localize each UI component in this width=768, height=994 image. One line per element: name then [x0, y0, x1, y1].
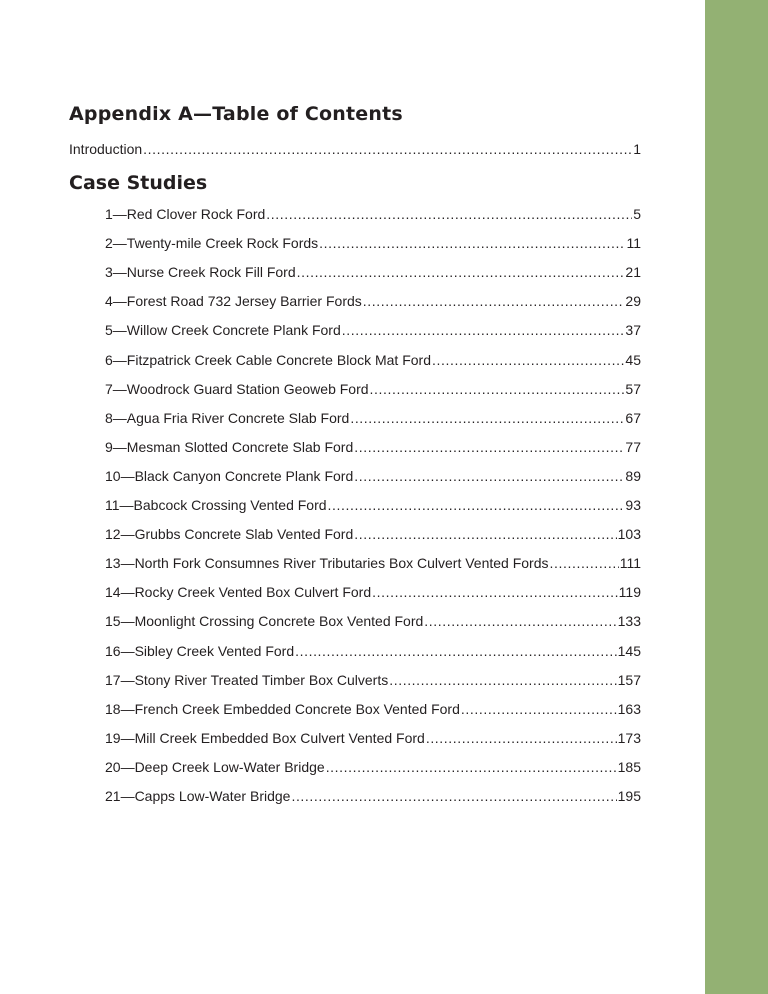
- toc-entry-label: 18—French Creek Embedded Concrete Box Vented Ford: [105, 700, 460, 717]
- toc-entry-label: 20—Deep Creek Low-Water Bridge: [105, 758, 325, 775]
- toc-entry-label: 1—Red Clover Rock Ford: [105, 206, 266, 222]
- toc-entry[interactable]: [105, 293, 641, 309]
- dot-leader: [266, 206, 632, 222]
- toc-entry-page: 45: [625, 351, 641, 368]
- toc-entry[interactable]: [105, 206, 641, 222]
- toc-entry-label: 14—Rocky Creek Vented Box Culvert Ford: [105, 584, 372, 601]
- toc-entry[interactable]: [105, 352, 641, 368]
- dot-leader: [354, 468, 624, 484]
- dot-leader: [550, 555, 619, 571]
- toc-entry[interactable]: [105, 730, 641, 746]
- toc-entry-page: 133: [617, 613, 641, 630]
- dot-leader: [363, 293, 625, 309]
- toc-entry-page: 93: [625, 497, 641, 513]
- toc-entry-page: 37: [625, 322, 641, 339]
- dot-leader: [342, 322, 625, 338]
- dot-leader: [319, 235, 625, 251]
- toc-entry-label: 21—Capps Low-Water Bridge: [105, 788, 291, 804]
- toc-entry-label: Introduction: [69, 141, 143, 157]
- toc-entry[interactable]: [105, 701, 641, 717]
- toc-entry-page: 163: [617, 700, 641, 717]
- section-heading: Case Studies: [69, 172, 208, 194]
- dot-leader: [143, 141, 632, 157]
- dot-leader: [372, 584, 618, 600]
- toc-entry[interactable]: [105, 410, 641, 426]
- toc-entry-introduction[interactable]: [69, 141, 641, 157]
- toc-entry[interactable]: [105, 643, 641, 659]
- dot-leader: [424, 613, 616, 629]
- toc-entry[interactable]: [105, 468, 641, 484]
- dot-leader: [328, 497, 625, 513]
- dot-leader: [389, 672, 616, 688]
- toc-entry[interactable]: [105, 439, 641, 455]
- toc-entry-label: 5—Willow Creek Concrete Plank Ford: [105, 322, 341, 339]
- toc-entry-label: 17—Stony River Treated Timber Box Culverts: [105, 671, 389, 688]
- toc-entry-label: 6—Fitzpatrick Creek Cable Concrete Block Mat Ford: [105, 351, 431, 368]
- toc-entry-label: 3—Nurse Creek Rock Fill Ford: [105, 264, 296, 281]
- dot-leader: [350, 410, 624, 426]
- toc-entry-page: 195: [617, 788, 641, 804]
- toc-entry-page: 111: [619, 555, 641, 572]
- toc-entry[interactable]: [105, 526, 641, 542]
- toc-entry-page: 185: [617, 758, 641, 775]
- toc-entry-label: 4—Forest Road 732 Jersey Barrier Fords: [105, 293, 362, 310]
- toc-entry-page: 29: [625, 293, 641, 310]
- dot-leader: [326, 759, 617, 775]
- toc-entry-label: 11—Babcock Crossing Vented Ford: [105, 497, 327, 513]
- page-title: Appendix A—Table of Contents: [69, 103, 403, 125]
- toc-entry-page: 103: [617, 526, 641, 543]
- toc-entry-page: 173: [617, 729, 641, 746]
- toc-entry-page: 145: [617, 642, 641, 659]
- green-sidebar: [705, 0, 768, 994]
- dot-leader: [461, 701, 617, 717]
- toc-entry[interactable]: [105, 555, 641, 571]
- toc-entry-page: 119: [618, 584, 641, 601]
- toc-entry-label: 13—North Fork Consumnes River Tributaries Box Culvert Vented Fords: [105, 555, 549, 572]
- dot-leader: [297, 264, 625, 280]
- toc-entry-label: 19—Mill Creek Embedded Box Culvert Vented Ford: [105, 729, 425, 746]
- toc-entry-page: 11: [626, 235, 641, 252]
- toc-entry-label: 10—Black Canyon Concrete Plank Ford: [105, 467, 354, 484]
- toc-entry-label: 16—Sibley Creek Vented Ford: [105, 642, 295, 659]
- toc-entry-page: 77: [625, 438, 641, 455]
- toc-entry-page: 157: [617, 671, 641, 688]
- toc-entry-label: 12—Grubbs Concrete Slab Vented Ford: [105, 526, 354, 543]
- dot-leader: [432, 352, 624, 368]
- toc-entry-page: 57: [625, 380, 641, 397]
- dot-leader: [354, 526, 616, 542]
- toc-entry[interactable]: [105, 322, 641, 338]
- dot-leader: [354, 439, 624, 455]
- toc-entry[interactable]: [105, 497, 641, 513]
- dot-leader: [426, 730, 617, 746]
- toc-entry[interactable]: [105, 584, 641, 600]
- toc-entry[interactable]: [105, 672, 641, 688]
- toc-entry-label: 7—Woodrock Guard Station Geoweb Ford: [105, 380, 369, 397]
- toc-entry-page: 5: [633, 206, 641, 222]
- toc-entry[interactable]: [105, 235, 641, 251]
- dot-leader: [295, 643, 617, 659]
- dot-leader: [370, 381, 625, 397]
- dot-leader: [291, 788, 616, 804]
- toc-entry-label: 9—Mesman Slotted Concrete Slab Ford: [105, 438, 354, 455]
- toc-entry-page: 1: [633, 141, 641, 157]
- toc-entry[interactable]: [105, 613, 641, 629]
- toc-entry[interactable]: [105, 264, 641, 280]
- toc-entry-label: 8—Agua Fria River Concrete Slab Ford: [105, 409, 350, 426]
- toc-entry-page: 67: [625, 409, 641, 426]
- toc-entry-label: 15—Moonlight Crossing Concrete Box Vented Ford: [105, 613, 424, 630]
- toc-entry-page: 89: [625, 467, 641, 484]
- toc-entry-page: 21: [625, 264, 641, 281]
- toc-entry[interactable]: [105, 381, 641, 397]
- toc-entry-label: 2—Twenty-mile Creek Rock Fords: [105, 235, 319, 252]
- toc-entry[interactable]: [105, 788, 641, 804]
- toc-entry[interactable]: [105, 759, 641, 775]
